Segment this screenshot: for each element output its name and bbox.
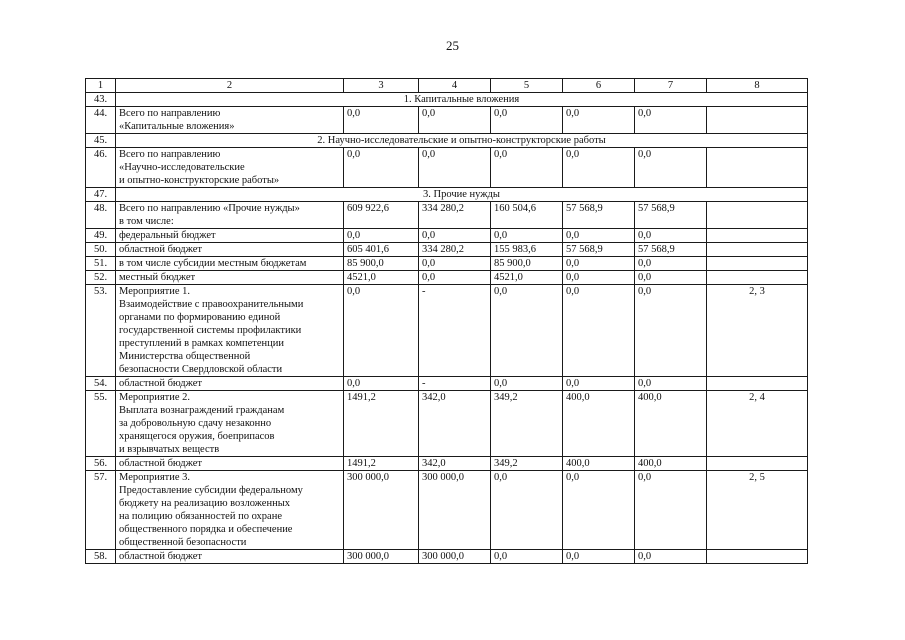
value-cell: - <box>419 377 491 391</box>
value-cell: 4521,0 <box>491 271 563 285</box>
header-cell: 6 <box>563 79 635 93</box>
row-number: 53. <box>86 285 116 377</box>
table-row <box>86 148 808 188</box>
note-cell <box>707 229 808 243</box>
value-cell: 300 000,0 <box>419 550 491 564</box>
value-cell: 400,0 <box>635 457 707 471</box>
value-cell: 0,0 <box>635 377 707 391</box>
value-cell: 0,0 <box>491 550 563 564</box>
table-row <box>86 471 808 550</box>
value-cell: 0,0 <box>635 271 707 285</box>
header-cell: 2 <box>116 79 344 93</box>
note-cell: 2, 5 <box>707 471 808 550</box>
row-number: 44. <box>86 107 116 134</box>
value-cell: 0,0 <box>563 471 635 550</box>
note-cell <box>707 148 808 188</box>
value-cell: 0,0 <box>563 271 635 285</box>
row-name: Всего по направлению «Научно-исследовательские и опытно-конструкторские работы» <box>116 148 344 188</box>
value-cell: 300 000,0 <box>344 471 419 550</box>
row-number: 57. <box>86 471 116 550</box>
value-cell: 0,0 <box>419 148 491 188</box>
value-cell: 0,0 <box>563 285 635 377</box>
value-cell: 0,0 <box>635 229 707 243</box>
value-cell: 0,0 <box>563 229 635 243</box>
row-name: Мероприятие 3. Предоставление субсидии федеральному бюджету на реализацию возложенных на полицию обязанностей по охране общественного порядка и обеспечение общественной безопасности <box>116 471 344 550</box>
page-number: 25 <box>446 38 459 53</box>
section-title: 3. Прочие нужды <box>116 188 808 202</box>
row-number: 43. <box>86 93 116 107</box>
header-cell: 1 <box>86 79 116 93</box>
value-cell: 0,0 <box>563 257 635 271</box>
row-number: 50. <box>86 243 116 257</box>
value-cell: 0,0 <box>344 285 419 377</box>
row-number: 55. <box>86 391 116 457</box>
value-cell: 85 900,0 <box>491 257 563 271</box>
value-cell: 57 568,9 <box>563 243 635 257</box>
row-number: 56. <box>86 457 116 471</box>
value-cell: 85 900,0 <box>344 257 419 271</box>
value-cell: 342,0 <box>419 391 491 457</box>
header-cell: 5 <box>491 79 563 93</box>
row-number: 52. <box>86 271 116 285</box>
row-name: областной бюджет <box>116 550 344 564</box>
table-row <box>86 550 808 564</box>
value-cell: 605 401,6 <box>344 243 419 257</box>
note-cell: 2, 4 <box>707 391 808 457</box>
value-cell: 1491,2 <box>344 457 419 471</box>
value-cell: 0,0 <box>419 229 491 243</box>
value-cell: 0,0 <box>344 107 419 134</box>
value-cell: 400,0 <box>563 457 635 471</box>
value-cell: 334 280,2 <box>419 243 491 257</box>
value-cell: 0,0 <box>491 107 563 134</box>
row-number: 51. <box>86 257 116 271</box>
value-cell: 0,0 <box>491 471 563 550</box>
note-cell <box>707 243 808 257</box>
header-cell: 4 <box>419 79 491 93</box>
value-cell: 0,0 <box>344 148 419 188</box>
note-cell <box>707 202 808 229</box>
value-cell: 0,0 <box>635 148 707 188</box>
table-row <box>86 107 808 134</box>
value-cell: 57 568,9 <box>563 202 635 229</box>
value-cell: 0,0 <box>635 107 707 134</box>
value-cell: 0,0 <box>344 377 419 391</box>
row-name: Мероприятие 2. Выплата вознаграждений гражданам за добровольную сдачу незаконно хранящегося оружия, боеприпасов и взрывчатых веществ <box>116 391 344 457</box>
note-cell <box>707 271 808 285</box>
budget-table <box>85 78 808 564</box>
value-cell: 300 000,0 <box>344 550 419 564</box>
row-number: 54. <box>86 377 116 391</box>
value-cell: 400,0 <box>563 391 635 457</box>
row-name: областной бюджет <box>116 377 344 391</box>
table-row <box>86 377 808 391</box>
section-row <box>86 134 808 148</box>
row-name: Всего по направлению «Прочие нужды» в том числе: <box>116 202 344 229</box>
row-name: в том числе субсидии местным бюджетам <box>116 257 344 271</box>
value-cell: 0,0 <box>563 148 635 188</box>
row-name: областной бюджет <box>116 457 344 471</box>
table-row <box>86 229 808 243</box>
value-cell: 0,0 <box>419 271 491 285</box>
note-cell: 2, 3 <box>707 285 808 377</box>
row-name: местный бюджет <box>116 271 344 285</box>
header-cell: 3 <box>344 79 419 93</box>
value-cell: 0,0 <box>491 229 563 243</box>
row-name: Всего по направлению «Капитальные вложения» <box>116 107 344 134</box>
section-title: 2. Научно-исследовательские и опытно-конструкторские работы <box>116 134 808 148</box>
row-number: 46. <box>86 148 116 188</box>
value-cell: 0,0 <box>563 550 635 564</box>
table-row <box>86 202 808 229</box>
value-cell: 57 568,9 <box>635 243 707 257</box>
value-cell: 0,0 <box>491 148 563 188</box>
table-row <box>86 285 808 377</box>
table-row <box>86 271 808 285</box>
value-cell: 0,0 <box>491 377 563 391</box>
value-cell: 349,2 <box>491 457 563 471</box>
value-cell: 0,0 <box>563 377 635 391</box>
value-cell: 0,0 <box>419 257 491 271</box>
value-cell: 160 504,6 <box>491 202 563 229</box>
value-cell: 0,0 <box>491 285 563 377</box>
row-name: федеральный бюджет <box>116 229 344 243</box>
header-cell: 8 <box>707 79 808 93</box>
note-cell <box>707 377 808 391</box>
table-row <box>86 457 808 471</box>
value-cell: 300 000,0 <box>419 471 491 550</box>
section-title: 1. Капитальные вложения <box>116 93 808 107</box>
value-cell: 400,0 <box>635 391 707 457</box>
value-cell: - <box>419 285 491 377</box>
header-cell: 7 <box>635 79 707 93</box>
row-name: Мероприятие 1. Взаимодействие с правоохранительными органами по формированию единой государственной системы профилактики преступлений в рамках компетенции Министерства общественной безопасности Свердловской области <box>116 285 344 377</box>
value-cell: 0,0 <box>563 107 635 134</box>
row-number: 48. <box>86 202 116 229</box>
table-row <box>86 243 808 257</box>
value-cell: 0,0 <box>635 257 707 271</box>
value-cell: 349,2 <box>491 391 563 457</box>
value-cell: 1491,2 <box>344 391 419 457</box>
value-cell: 0,0 <box>635 550 707 564</box>
row-number: 49. <box>86 229 116 243</box>
value-cell: 0,0 <box>344 229 419 243</box>
value-cell: 334 280,2 <box>419 202 491 229</box>
value-cell: 155 983,6 <box>491 243 563 257</box>
row-number: 45. <box>86 134 116 148</box>
value-cell: 342,0 <box>419 457 491 471</box>
row-number: 58. <box>86 550 116 564</box>
table-row <box>86 391 808 457</box>
value-cell: 0,0 <box>635 285 707 377</box>
value-cell: 0,0 <box>419 107 491 134</box>
row-number: 47. <box>86 188 116 202</box>
section-row <box>86 93 808 107</box>
note-cell <box>707 457 808 471</box>
row-name: областной бюджет <box>116 243 344 257</box>
note-cell <box>707 107 808 134</box>
value-cell: 0,0 <box>635 471 707 550</box>
note-cell <box>707 257 808 271</box>
section-row <box>86 188 808 202</box>
table-row <box>86 257 808 271</box>
note-cell <box>707 550 808 564</box>
value-cell: 57 568,9 <box>635 202 707 229</box>
header-row <box>86 79 808 93</box>
value-cell: 4521,0 <box>344 271 419 285</box>
value-cell: 609 922,6 <box>344 202 419 229</box>
